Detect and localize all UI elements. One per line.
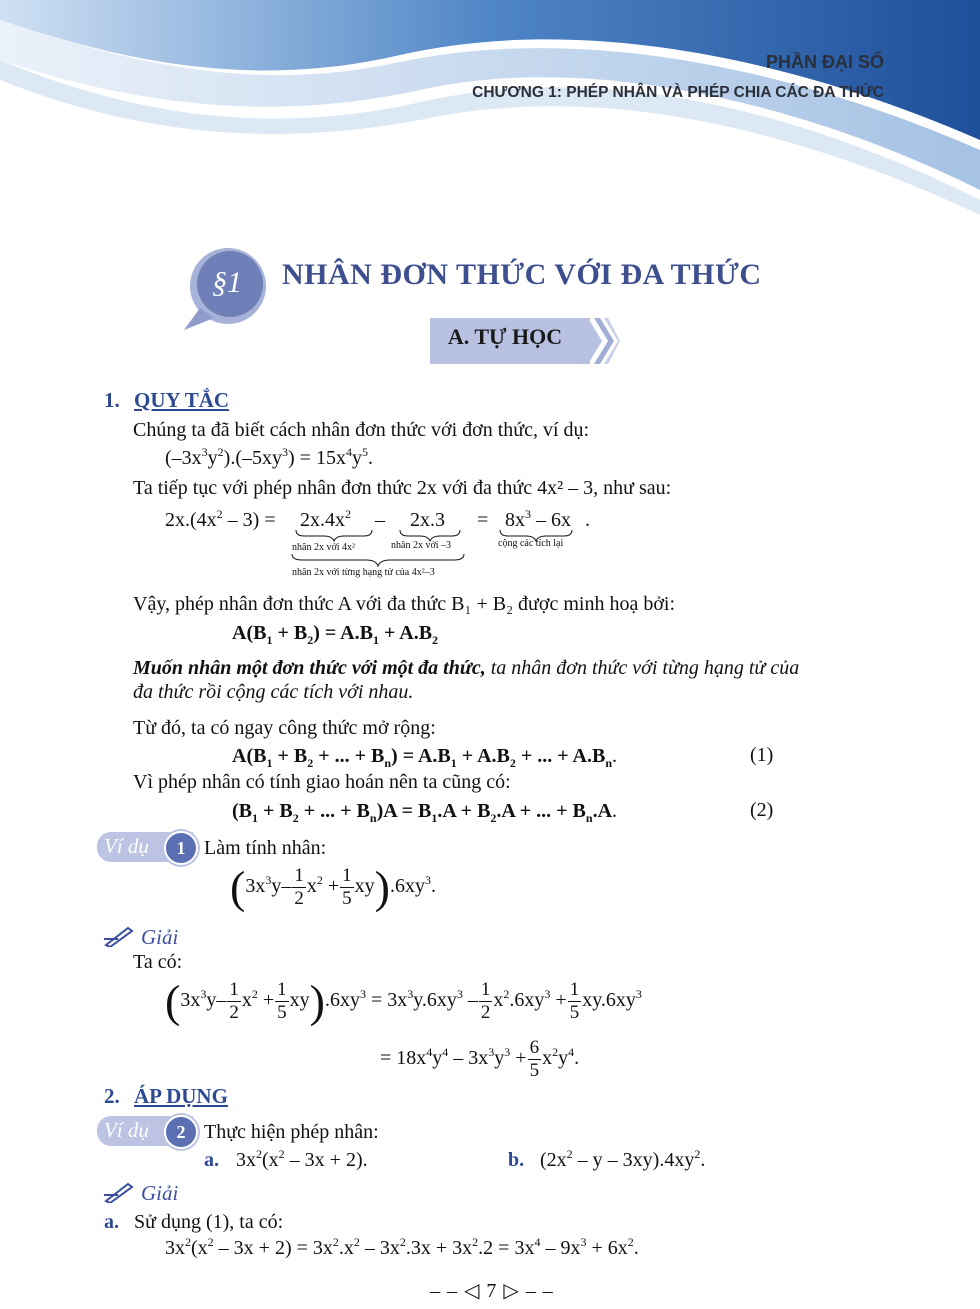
pencil-icon bbox=[104, 1181, 134, 1203]
example-1-label: Ví dụ bbox=[104, 834, 149, 858]
equation-number-2: (2) bbox=[750, 799, 774, 821]
example-2-solution-label: Giải bbox=[141, 1181, 179, 1205]
example-2-item-a: $3x^2(x^2 - 3x + 2)$. bbox=[236, 1147, 368, 1171]
paragraph-extension: Từ đó, ta có ngay công thức mở rộng: bbox=[133, 717, 436, 739]
header-chapter: CHƯƠNG 1: PHÉP NHÂN VÀ PHÉP CHIA CÁC ĐA THỨC bbox=[472, 84, 884, 101]
solution-2a-formula: $3x^2(x^2 - 3x + 2) = 3x^2.x^2 - 3x^2.3x + 3x^2.2 = 3x^4 - 9x^3 + 6x^2$. bbox=[165, 1235, 639, 1259]
section-badge-label: §1 bbox=[212, 266, 242, 299]
brace-label-3: cộng các tích lại bbox=[498, 538, 564, 549]
formula-result: $8x^3 - 6x$ bbox=[505, 507, 571, 531]
rule-statement: Muốn nhân một đơn thức với một đa thức, ta nhân đơn thức với từng hạng tử của bbox=[133, 657, 800, 679]
solution-2a-intro: Sử dụng (1), ta có: bbox=[134, 1211, 284, 1233]
example-2-prompt: Thực hiện phép nhân: bbox=[204, 1121, 379, 1143]
brace-label-1: nhân 2x với 4x² bbox=[292, 542, 356, 553]
formula-equals: = bbox=[477, 509, 489, 531]
formula-expansion-lhs: $2x.(4x^2 - 3)$ = bbox=[165, 507, 276, 531]
paragraph-commutative: Vì phép nhân có tính giao hoán nên ta cũng có: bbox=[133, 771, 511, 793]
formula-distributive: $A(B_1 + B_2) = A.B_1 + A.B_2$ bbox=[232, 622, 439, 647]
brace-label-4: nhân 2x với từng hạng tử của 4x²–3 bbox=[292, 567, 435, 578]
pencil-icon bbox=[104, 925, 134, 947]
formula-extended-1: $A(B_1 + B_2$ + ... + $B_n) = A.B_1 + A.B_2$ + ... + $A.B_n$. bbox=[232, 745, 618, 770]
equation-number-1: (1) bbox=[750, 744, 774, 766]
page-footer: – – ◁ 7 ▷ – – bbox=[430, 1280, 554, 1302]
formula-minus: – bbox=[375, 509, 385, 531]
example-2-number: 2 bbox=[164, 1115, 198, 1149]
formula-extended-2: ($B_1 + B_2$ + ... + $B_n)A = B_1.A + B_2.A$ + ... + $B_n.A$. bbox=[232, 800, 618, 825]
heading-quy-tac: 1. QUY TẮC bbox=[104, 388, 230, 412]
subsection-title: A. TỰ HỌC bbox=[447, 324, 563, 349]
example-1-prompt: Làm tính nhân: bbox=[204, 837, 327, 859]
section-title: NHÂN ĐƠN THỨC VỚI ĐA THỨC bbox=[282, 258, 762, 291]
formula-monomial-example: $(-3x^3y^2).(-5xy^3) = 15x^4y^5$. bbox=[165, 445, 373, 469]
page-number: 7 bbox=[486, 1280, 498, 1302]
paragraph-intro: Chúng ta đã biết cách nhân đơn thức với đơn thức, ví dụ: bbox=[133, 419, 590, 441]
solution-1-intro: Ta có: bbox=[133, 951, 183, 973]
heading-ap-dung: 2. ÁP DỤNG bbox=[104, 1084, 228, 1108]
example-1-expression: ($3x^3y-$ $\frac{1}{2}$ $x^2$ + $\frac{1}{5}$ $xy).6xy^3$. bbox=[230, 861, 436, 913]
solution-1-line-2: = $18x^4y^4 - 3x^3y^3$ + $\frac{6}{5}$ $x^2y^4$. bbox=[380, 1036, 580, 1081]
formula-term-1: $2x.4x^2$ bbox=[300, 507, 351, 531]
paragraph-illustrate: Vậy, phép nhân đơn thức A với đa thức B₁ + B₂ được minh hoạ bởi: bbox=[133, 593, 676, 615]
example-2-item-b-label: b. bbox=[508, 1149, 525, 1171]
example-2-item-a-label: a. bbox=[204, 1149, 219, 1171]
formula-term-2: 2x.3 bbox=[410, 509, 445, 531]
brace-label-2: nhân 2x với –3 bbox=[391, 540, 452, 551]
rule-statement-line2: đa thức rồi cộng các tích với nhau. bbox=[133, 681, 414, 703]
example-1-number: 1 bbox=[164, 831, 198, 865]
header-part: PHẦN ĐẠI SỐ bbox=[765, 52, 884, 72]
formula-period: . bbox=[585, 509, 590, 531]
example-1-solution-label: Giải bbox=[141, 925, 179, 949]
paragraph-continue: Ta tiếp tục với phép nhân đơn thức 2x với đa thức 4x² – 3, như sau: bbox=[133, 477, 672, 499]
example-2-label: Ví dụ bbox=[104, 1118, 149, 1142]
solution-2a-label: a. bbox=[104, 1211, 119, 1233]
header-wave-background bbox=[0, 0, 980, 230]
example-2-item-b: ($2x^2$ – y – $3xy).4xy^2$. bbox=[540, 1147, 706, 1171]
solution-1-line-1: ($3x^3y-$ $\frac{1}{2}$ $x^2$ + $\frac{1}{5}$ $xy).6xy^3 = 3x^3y.6xy^3$ – $\frac{1}{2}$ $x^2.6xy^3$ + $\frac{1}{5}$ $xy.6xy^3$ bbox=[165, 975, 642, 1027]
